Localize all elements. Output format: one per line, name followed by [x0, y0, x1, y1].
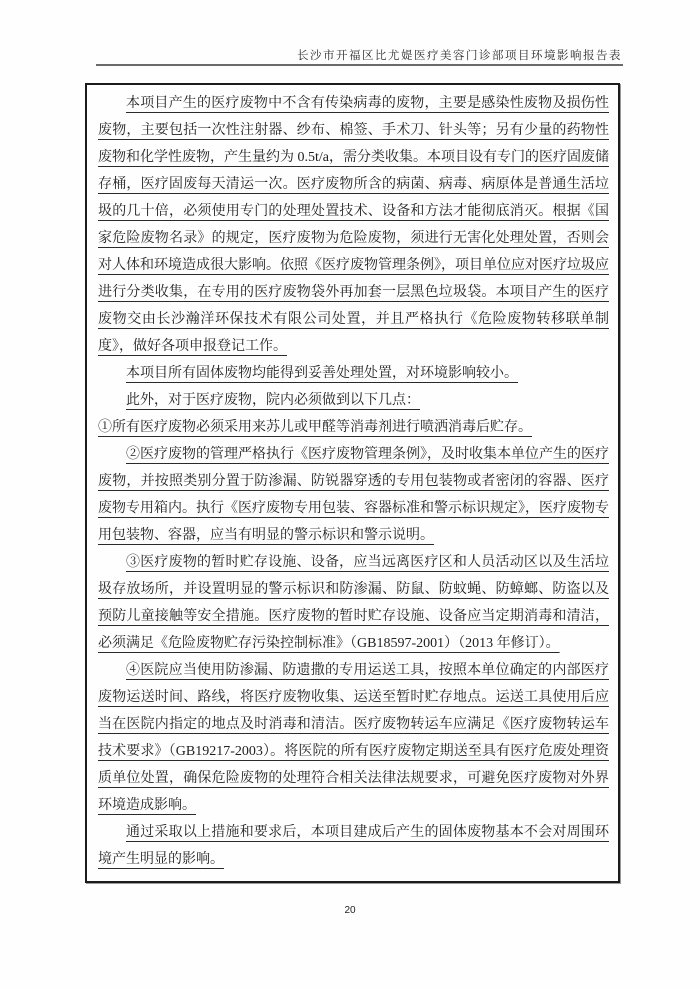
paragraph: ④医院应当使用防渗漏、防遗撒的专用运送工具，按照本单位确定的内部医疗废物运送时间、路线，将医疗废物收集、运送至暂时贮存地点。运送工具使用后应当在医院内指定的地点及时消毒和清洁。医疗废物转运车应满足《医疗废物转运车技术要求》（GB19217-2003）。将医院的所有医疗废物定期送至具有医疗危废处理资质单位处置，确保危险废物的处理符合相关法律法规要求，可避免医疗废物对外界环境造成影响。 [98, 663, 609, 813]
paragraph: ②医疗废物的管理严格执行《医疗废物管理条例》，及时收集本单位产生的医疗废物，并按照类别分置于防渗漏、防锐器穿透的专用包装物或者密闭的容器、医疗废物专用箱内。执行《医疗废物专用包装、容器标准和警示标识规定》，医疗废物专用包装物、容器，应当有明显的警示标识和警示说明。 [98, 447, 609, 543]
paragraph: ③医疗废物的暂时贮存设施、设备，应当远离医疗区和人员活动区以及生活垃圾存放场所，并设置明显的警示标识和防渗漏、防鼠、防蚊蝇、防蟑螂、防盗以及预防儿童接触等安全措施。医疗废物的暂时贮存设施、设备应当定期消毒和清洁，必须满足《危险废物贮存污染控制标准》（GB18597-2001）（2013 年修订）。 [98, 555, 609, 651]
paragraph: 通过采取以上措施和要求后，本项目建成后产生的固体废物基本不会对周围环境产生明显的影响。 [98, 825, 609, 867]
paragraph: 本项目所有固体废物均能得到妥善处理处置，对环境影响较小。 [126, 366, 518, 381]
paragraph: 本项目产生的医疗废物中不含有传染病毒的废物，主要是感染性废物及损伤性废物，主要包括一次性注射器、纱布、棉签、手术刀、针头等；另有少量的药物性废物和化学性废物，产生量约为 0.5t/a，需分类收集。本项目设有专门的医疗固废储存桶，医疗固废每天清运一次。医疗废物所含的病菌、病毒、病原体是普通生活垃圾的几十倍，必须使用专门的处理处置技术、设备和方法才能彻底消灭。根据《国家危险废物名录》的规定，医疗废物为危险废物，须进行无害化处理处置，否则会对人体和环境造成很大影响。依照《医疗废物管理条例》，项目单位应对医疗垃圾应进行分类收集，在专用的医疗废物袋外再加套一层黑色垃圾袋。本项目产生的医疗废物交由长沙瀚洋环保技术有限公司处置，并且严格执行《危险废物转移联单制度》，做好各项申报登记工作。 [98, 96, 609, 354]
page-number: 20 [344, 905, 356, 916]
paragraph: ①所有医疗废物必须采用来苏儿或甲醛等消毒剂进行喷洒消毒后贮存。 [98, 420, 532, 435]
document-body [98, 90, 609, 873]
header-title: 长沙市开福区比尤媞医疗美容门诊部项目环境影响报告表 [297, 50, 622, 62]
paragraph: 此外，对于医疗废物，院内必须做到以下几点： [126, 393, 420, 408]
header-rule [96, 64, 623, 66]
content-box [85, 83, 620, 883]
